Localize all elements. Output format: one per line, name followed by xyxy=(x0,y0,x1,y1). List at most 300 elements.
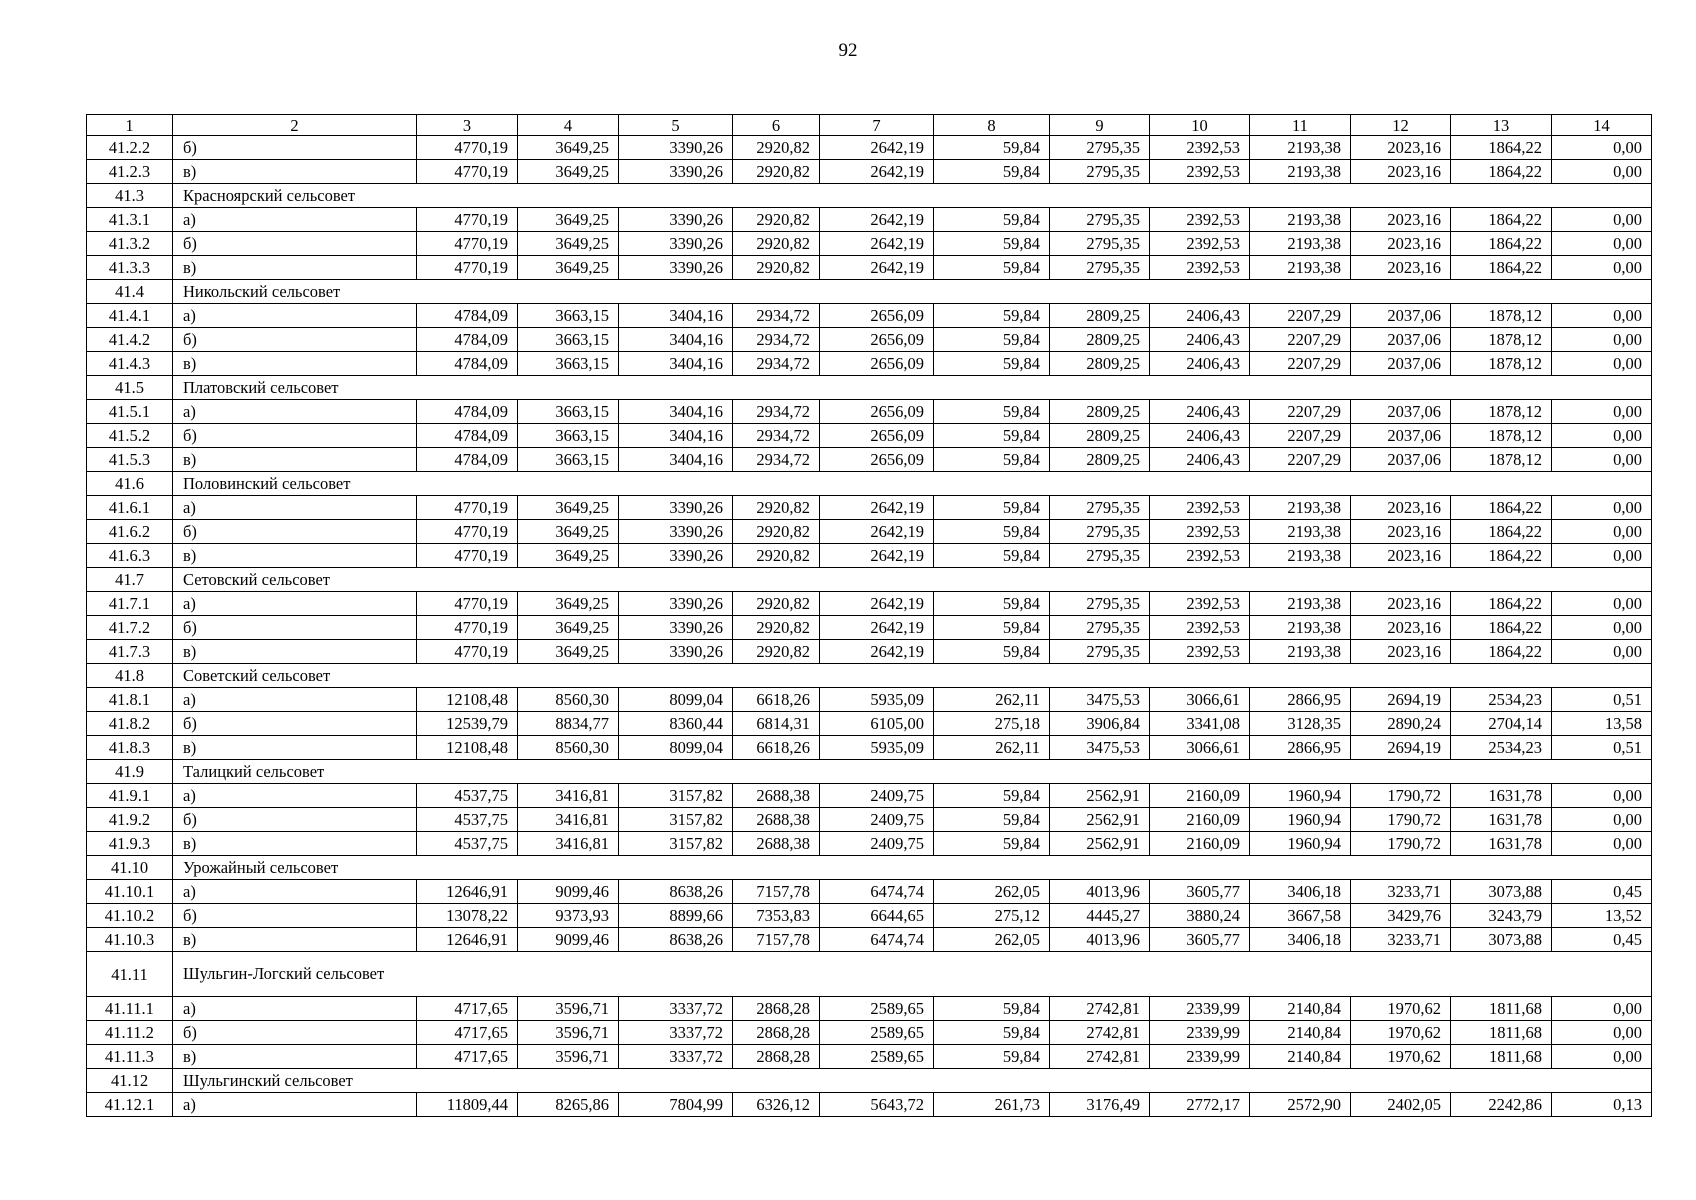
table-row xyxy=(87,208,1652,232)
value-cell-col9: 2809,25 xyxy=(1050,304,1150,328)
value-cell-col8: 275,12 xyxy=(934,904,1050,928)
value-cell-col3: 12646,91 xyxy=(417,928,518,952)
table-row xyxy=(87,160,1652,184)
value-cell-col13: 1811,68 xyxy=(1451,1045,1552,1069)
value-cell-col11: 2207,29 xyxy=(1250,424,1351,448)
column-header-6: 6 xyxy=(733,115,820,136)
value-cell-col7: 2642,19 xyxy=(820,640,934,664)
value-cell-col11: 2207,29 xyxy=(1250,400,1351,424)
row-label: а) xyxy=(173,997,417,1021)
value-cell-col3: 4784,09 xyxy=(417,352,518,376)
value-cell-col12: 2023,16 xyxy=(1351,640,1451,664)
value-cell-col10: 3605,77 xyxy=(1150,928,1250,952)
value-cell-col11: 3128,35 xyxy=(1250,712,1351,736)
value-cell-col9: 2562,91 xyxy=(1050,832,1150,856)
value-cell-col14: 0,00 xyxy=(1552,424,1652,448)
value-cell-col4: 3649,25 xyxy=(518,640,619,664)
value-cell-col14: 0,45 xyxy=(1552,880,1652,904)
section-row xyxy=(87,856,1652,880)
value-cell-col6: 2868,28 xyxy=(733,1045,820,1069)
value-cell-col4: 3663,15 xyxy=(518,352,619,376)
value-cell-col6: 6618,26 xyxy=(733,688,820,712)
table-row xyxy=(87,712,1652,736)
value-cell-col4: 3596,71 xyxy=(518,1021,619,1045)
value-cell-col5: 8360,44 xyxy=(619,712,733,736)
value-cell-col9: 2795,35 xyxy=(1050,520,1150,544)
value-cell-col14: 0,00 xyxy=(1552,136,1652,160)
value-cell-col8: 262,05 xyxy=(934,880,1050,904)
value-cell-col10: 2406,43 xyxy=(1150,448,1250,472)
column-header-11: 11 xyxy=(1250,115,1351,136)
value-cell-col11: 2140,84 xyxy=(1250,1021,1351,1045)
value-cell-col8: 59,84 xyxy=(934,1021,1050,1045)
value-cell-col5: 8638,26 xyxy=(619,928,733,952)
value-cell-col10: 3341,08 xyxy=(1150,712,1250,736)
value-cell-col9: 2795,35 xyxy=(1050,256,1150,280)
value-cell-col3: 4537,75 xyxy=(417,808,518,832)
row-code: 41.3.3 xyxy=(87,256,173,280)
value-cell-col10: 2392,53 xyxy=(1150,232,1250,256)
value-cell-col4: 3663,15 xyxy=(518,424,619,448)
value-cell-col9: 3176,49 xyxy=(1050,1093,1150,1117)
value-cell-col11: 2207,29 xyxy=(1250,304,1351,328)
value-cell-col3: 4770,19 xyxy=(417,544,518,568)
value-cell-col10: 2392,53 xyxy=(1150,520,1250,544)
value-cell-col7: 5935,09 xyxy=(820,736,934,760)
value-cell-col5: 3390,26 xyxy=(619,496,733,520)
value-cell-col5: 3404,16 xyxy=(619,424,733,448)
value-cell-col5: 3404,16 xyxy=(619,304,733,328)
value-cell-col6: 2920,82 xyxy=(733,544,820,568)
row-code: 41.5.1 xyxy=(87,400,173,424)
value-cell-col4: 9099,46 xyxy=(518,880,619,904)
value-cell-col7: 2642,19 xyxy=(820,616,934,640)
value-cell-col11: 2193,38 xyxy=(1250,544,1351,568)
section-spacer xyxy=(417,472,1652,496)
row-label: б) xyxy=(173,232,417,256)
table-row xyxy=(87,640,1652,664)
value-cell-col5: 8899,66 xyxy=(619,904,733,928)
value-cell-col11: 3406,18 xyxy=(1250,928,1351,952)
section-row xyxy=(87,568,1652,592)
value-cell-col4: 3596,71 xyxy=(518,997,619,1021)
value-cell-col8: 59,84 xyxy=(934,832,1050,856)
value-cell-col9: 2795,35 xyxy=(1050,208,1150,232)
value-cell-col12: 2023,16 xyxy=(1351,616,1451,640)
value-cell-col14: 0,00 xyxy=(1552,448,1652,472)
row-code: 41.12 xyxy=(87,1069,173,1093)
value-cell-col7: 6474,74 xyxy=(820,880,934,904)
value-cell-col3: 4784,09 xyxy=(417,400,518,424)
row-label: б) xyxy=(173,424,417,448)
value-cell-col5: 3404,16 xyxy=(619,400,733,424)
section-title: Шульгин-Логский сельсовет xyxy=(173,952,417,997)
value-cell-col3: 4717,65 xyxy=(417,1045,518,1069)
value-cell-col8: 262,11 xyxy=(934,688,1050,712)
value-cell-col5: 3390,26 xyxy=(619,592,733,616)
table-row xyxy=(87,688,1652,712)
row-code: 41.5.2 xyxy=(87,424,173,448)
value-cell-col8: 59,84 xyxy=(934,400,1050,424)
value-cell-col6: 2934,72 xyxy=(733,448,820,472)
section-spacer xyxy=(417,568,1652,592)
value-cell-col14: 0,00 xyxy=(1552,352,1652,376)
value-cell-col7: 2656,09 xyxy=(820,400,934,424)
value-cell-col14: 0,00 xyxy=(1552,1045,1652,1069)
value-cell-col4: 3649,25 xyxy=(518,256,619,280)
value-cell-col9: 2795,35 xyxy=(1050,592,1150,616)
value-cell-col3: 4770,19 xyxy=(417,520,518,544)
value-cell-col12: 2023,16 xyxy=(1351,136,1451,160)
value-cell-col9: 4013,96 xyxy=(1050,928,1150,952)
row-code: 41.12.1 xyxy=(87,1093,173,1117)
value-cell-col10: 3066,61 xyxy=(1150,688,1250,712)
value-cell-col13: 1864,22 xyxy=(1451,496,1552,520)
row-code: 41.7.1 xyxy=(87,592,173,616)
row-label: б) xyxy=(173,904,417,928)
value-cell-col14: 0,00 xyxy=(1552,1021,1652,1045)
value-cell-col8: 262,05 xyxy=(934,928,1050,952)
value-cell-col7: 2589,65 xyxy=(820,997,934,1021)
column-header-5: 5 xyxy=(619,115,733,136)
table-row xyxy=(87,904,1652,928)
value-cell-col13: 1864,22 xyxy=(1451,136,1552,160)
section-title: Талицкий сельсовет xyxy=(173,760,417,784)
section-spacer xyxy=(417,376,1652,400)
row-code: 41.7 xyxy=(87,568,173,592)
value-cell-col11: 2193,38 xyxy=(1250,232,1351,256)
value-cell-col14: 0,00 xyxy=(1552,616,1652,640)
value-cell-col6: 2920,82 xyxy=(733,136,820,160)
value-cell-col13: 2534,23 xyxy=(1451,736,1552,760)
value-cell-col4: 3663,15 xyxy=(518,304,619,328)
value-cell-col13: 1631,78 xyxy=(1451,808,1552,832)
value-cell-col3: 4770,19 xyxy=(417,160,518,184)
value-cell-col14: 0,00 xyxy=(1552,400,1652,424)
section-row xyxy=(87,184,1652,208)
value-cell-col11: 2193,38 xyxy=(1250,640,1351,664)
value-cell-col8: 59,84 xyxy=(934,136,1050,160)
row-code: 41.8.1 xyxy=(87,688,173,712)
value-cell-col10: 2392,53 xyxy=(1150,592,1250,616)
value-cell-col12: 2694,19 xyxy=(1351,688,1451,712)
value-cell-col7: 2656,09 xyxy=(820,352,934,376)
value-cell-col9: 4013,96 xyxy=(1050,880,1150,904)
value-cell-col3: 4784,09 xyxy=(417,328,518,352)
value-cell-col14: 0,00 xyxy=(1552,328,1652,352)
value-cell-col10: 2339,99 xyxy=(1150,1021,1250,1045)
page-number: 92 xyxy=(838,40,858,61)
value-cell-col10: 2406,43 xyxy=(1150,424,1250,448)
value-cell-col11: 2866,95 xyxy=(1250,736,1351,760)
value-cell-col5: 3390,26 xyxy=(619,616,733,640)
value-cell-col5: 3390,26 xyxy=(619,520,733,544)
value-cell-col8: 261,73 xyxy=(934,1093,1050,1117)
value-cell-col7: 2642,19 xyxy=(820,136,934,160)
value-cell-col13: 1878,12 xyxy=(1451,304,1552,328)
row-code: 41.11.1 xyxy=(87,997,173,1021)
row-code: 41.8.2 xyxy=(87,712,173,736)
value-cell-col11: 3667,58 xyxy=(1250,904,1351,928)
value-cell-col6: 2934,72 xyxy=(733,424,820,448)
section-title: Шульгинский сельсовет xyxy=(173,1069,417,1093)
value-cell-col4: 3649,25 xyxy=(518,616,619,640)
value-cell-col5: 3157,82 xyxy=(619,784,733,808)
column-header-10: 10 xyxy=(1150,115,1250,136)
value-cell-col11: 2193,38 xyxy=(1250,208,1351,232)
value-cell-col12: 2037,06 xyxy=(1351,424,1451,448)
value-cell-col11: 2193,38 xyxy=(1250,496,1351,520)
value-cell-col6: 2920,82 xyxy=(733,208,820,232)
value-cell-col10: 2406,43 xyxy=(1150,352,1250,376)
value-cell-col8: 59,84 xyxy=(934,352,1050,376)
value-cell-col7: 2656,09 xyxy=(820,328,934,352)
value-cell-col13: 1864,22 xyxy=(1451,520,1552,544)
row-code: 41.9.3 xyxy=(87,832,173,856)
value-cell-col3: 4784,09 xyxy=(417,424,518,448)
table-row xyxy=(87,328,1652,352)
row-label: а) xyxy=(173,688,417,712)
table-body xyxy=(87,115,1652,1117)
value-cell-col3: 4537,75 xyxy=(417,832,518,856)
value-cell-col10: 3605,77 xyxy=(1150,880,1250,904)
value-cell-col10: 2392,53 xyxy=(1150,544,1250,568)
table-row xyxy=(87,1045,1652,1069)
value-cell-col14: 0,00 xyxy=(1552,520,1652,544)
row-code: 41.9.1 xyxy=(87,784,173,808)
value-cell-col12: 2023,16 xyxy=(1351,256,1451,280)
column-header-12: 12 xyxy=(1351,115,1451,136)
value-cell-col14: 0,00 xyxy=(1552,640,1652,664)
value-cell-col5: 3390,26 xyxy=(619,136,733,160)
table-row xyxy=(87,592,1652,616)
column-header-4: 4 xyxy=(518,115,619,136)
row-label: в) xyxy=(173,1045,417,1069)
value-cell-col10: 3880,24 xyxy=(1150,904,1250,928)
value-cell-col4: 3649,25 xyxy=(518,232,619,256)
value-cell-col12: 2023,16 xyxy=(1351,208,1451,232)
value-cell-col12: 2037,06 xyxy=(1351,400,1451,424)
value-cell-col10: 2772,17 xyxy=(1150,1093,1250,1117)
row-code: 41.3 xyxy=(87,184,173,208)
value-cell-col9: 2562,91 xyxy=(1050,784,1150,808)
value-cell-col3: 13078,22 xyxy=(417,904,518,928)
value-cell-col5: 8099,04 xyxy=(619,688,733,712)
value-cell-col14: 0,00 xyxy=(1552,496,1652,520)
value-cell-col12: 2890,24 xyxy=(1351,712,1451,736)
value-cell-col4: 3596,71 xyxy=(518,1045,619,1069)
table-row xyxy=(87,736,1652,760)
column-header-9: 9 xyxy=(1050,115,1150,136)
value-cell-col7: 2589,65 xyxy=(820,1021,934,1045)
value-cell-col6: 2934,72 xyxy=(733,352,820,376)
row-code: 41.9.2 xyxy=(87,808,173,832)
value-cell-col7: 2642,19 xyxy=(820,520,934,544)
table-row xyxy=(87,616,1652,640)
value-cell-col13: 1631,78 xyxy=(1451,832,1552,856)
value-cell-col11: 2207,29 xyxy=(1250,352,1351,376)
section-spacer xyxy=(417,760,1652,784)
value-cell-col7: 6105,00 xyxy=(820,712,934,736)
value-cell-col10: 2392,53 xyxy=(1150,496,1250,520)
value-cell-col3: 4537,75 xyxy=(417,784,518,808)
value-cell-col9: 2742,81 xyxy=(1050,1045,1150,1069)
value-cell-col4: 3416,81 xyxy=(518,832,619,856)
value-cell-col9: 2795,35 xyxy=(1050,232,1150,256)
value-cell-col6: 2868,28 xyxy=(733,997,820,1021)
value-cell-col6: 2688,38 xyxy=(733,832,820,856)
value-cell-col14: 0,00 xyxy=(1552,544,1652,568)
value-cell-col5: 3337,72 xyxy=(619,1021,733,1045)
value-cell-col4: 3663,15 xyxy=(518,328,619,352)
value-cell-col14: 0,00 xyxy=(1552,232,1652,256)
value-cell-col13: 1878,12 xyxy=(1451,448,1552,472)
value-cell-col10: 2392,53 xyxy=(1150,160,1250,184)
value-cell-col8: 59,84 xyxy=(934,808,1050,832)
table-row xyxy=(87,352,1652,376)
value-cell-col8: 59,84 xyxy=(934,232,1050,256)
value-cell-col7: 2656,09 xyxy=(820,424,934,448)
row-label: б) xyxy=(173,1021,417,1045)
value-cell-col14: 0,51 xyxy=(1552,736,1652,760)
row-label: б) xyxy=(173,808,417,832)
value-cell-col6: 2920,82 xyxy=(733,520,820,544)
value-cell-col14: 0,00 xyxy=(1552,256,1652,280)
value-cell-col13: 1864,22 xyxy=(1451,616,1552,640)
table-row xyxy=(87,232,1652,256)
value-cell-col13: 3073,88 xyxy=(1451,880,1552,904)
value-cell-col7: 6474,74 xyxy=(820,928,934,952)
value-cell-col14: 13,52 xyxy=(1552,904,1652,928)
column-header-3: 3 xyxy=(417,115,518,136)
value-cell-col3: 4770,19 xyxy=(417,256,518,280)
row-code: 41.11 xyxy=(87,952,173,997)
header-row xyxy=(87,115,1652,136)
value-cell-col10: 2160,09 xyxy=(1150,832,1250,856)
column-header-13: 13 xyxy=(1451,115,1552,136)
table-row xyxy=(87,1093,1652,1117)
value-cell-col8: 59,84 xyxy=(934,208,1050,232)
column-header-8: 8 xyxy=(934,115,1050,136)
section-row xyxy=(87,376,1652,400)
column-header-1: 1 xyxy=(87,115,173,136)
row-code: 41.11.3 xyxy=(87,1045,173,1069)
row-label: б) xyxy=(173,136,417,160)
value-cell-col3: 4770,19 xyxy=(417,616,518,640)
value-cell-col14: 0,00 xyxy=(1552,832,1652,856)
value-cell-col6: 6618,26 xyxy=(733,736,820,760)
value-cell-col9: 2795,35 xyxy=(1050,544,1150,568)
value-cell-col8: 275,18 xyxy=(934,712,1050,736)
value-cell-col3: 12108,48 xyxy=(417,688,518,712)
value-cell-col12: 1790,72 xyxy=(1351,832,1451,856)
value-cell-col7: 2642,19 xyxy=(820,160,934,184)
value-cell-col9: 2809,25 xyxy=(1050,352,1150,376)
table-row xyxy=(87,304,1652,328)
value-cell-col9: 3906,84 xyxy=(1050,712,1150,736)
value-cell-col4: 3663,15 xyxy=(518,448,619,472)
value-cell-col9: 2809,25 xyxy=(1050,328,1150,352)
row-code: 41.7.3 xyxy=(87,640,173,664)
value-cell-col8: 59,84 xyxy=(934,304,1050,328)
column-header-2: 2 xyxy=(173,115,417,136)
row-label: в) xyxy=(173,640,417,664)
value-cell-col6: 2688,38 xyxy=(733,784,820,808)
section-row xyxy=(87,1069,1652,1093)
value-cell-col3: 4770,19 xyxy=(417,232,518,256)
value-cell-col13: 1878,12 xyxy=(1451,424,1552,448)
value-cell-col11: 2207,29 xyxy=(1250,328,1351,352)
value-cell-col3: 4770,19 xyxy=(417,136,518,160)
value-cell-col11: 2193,38 xyxy=(1250,256,1351,280)
value-cell-col10: 2339,99 xyxy=(1150,997,1250,1021)
value-cell-col8: 59,84 xyxy=(934,616,1050,640)
value-cell-col11: 2866,95 xyxy=(1250,688,1351,712)
section-title: Платовский сельсовет xyxy=(173,376,417,400)
value-cell-col7: 2409,75 xyxy=(820,832,934,856)
value-cell-col14: 0,00 xyxy=(1552,592,1652,616)
value-cell-col9: 2795,35 xyxy=(1050,136,1150,160)
tariff-table xyxy=(86,114,1652,1117)
row-code: 41.3.2 xyxy=(87,232,173,256)
value-cell-col7: 2642,19 xyxy=(820,256,934,280)
value-cell-col6: 2920,82 xyxy=(733,256,820,280)
value-cell-col10: 2406,43 xyxy=(1150,328,1250,352)
value-cell-col5: 3404,16 xyxy=(619,352,733,376)
value-cell-col14: 0,00 xyxy=(1552,304,1652,328)
value-cell-col14: 13,58 xyxy=(1552,712,1652,736)
row-code: 41.4.2 xyxy=(87,328,173,352)
row-label: в) xyxy=(173,448,417,472)
row-code: 41.4.1 xyxy=(87,304,173,328)
value-cell-col3: 4770,19 xyxy=(417,496,518,520)
value-cell-col5: 8099,04 xyxy=(619,736,733,760)
section-row xyxy=(87,760,1652,784)
table-row xyxy=(87,400,1652,424)
value-cell-col4: 8834,77 xyxy=(518,712,619,736)
value-cell-col6: 2688,38 xyxy=(733,808,820,832)
value-cell-col13: 2704,14 xyxy=(1451,712,1552,736)
section-spacer xyxy=(417,280,1652,304)
section-title: Красноярский сельсовет xyxy=(173,184,417,208)
value-cell-col13: 1864,22 xyxy=(1451,160,1552,184)
table-row xyxy=(87,424,1652,448)
section-title: Советский сельсовет xyxy=(173,664,417,688)
value-cell-col14: 0,00 xyxy=(1552,160,1652,184)
value-cell-col3: 4770,19 xyxy=(417,592,518,616)
value-cell-col12: 1790,72 xyxy=(1351,784,1451,808)
row-code: 41.6.2 xyxy=(87,520,173,544)
row-label: а) xyxy=(173,208,417,232)
value-cell-col9: 3475,53 xyxy=(1050,688,1150,712)
value-cell-col8: 59,84 xyxy=(934,997,1050,1021)
value-cell-col13: 1878,12 xyxy=(1451,352,1552,376)
row-code: 41.10.1 xyxy=(87,880,173,904)
row-label: в) xyxy=(173,256,417,280)
value-cell-col7: 2589,65 xyxy=(820,1045,934,1069)
row-label: а) xyxy=(173,592,417,616)
value-cell-col8: 59,84 xyxy=(934,592,1050,616)
value-cell-col5: 3157,82 xyxy=(619,808,733,832)
value-cell-col9: 2742,81 xyxy=(1050,997,1150,1021)
row-code: 41.8 xyxy=(87,664,173,688)
value-cell-col7: 2642,19 xyxy=(820,544,934,568)
value-cell-col7: 6644,65 xyxy=(820,904,934,928)
row-label: б) xyxy=(173,616,417,640)
table-row xyxy=(87,544,1652,568)
value-cell-col8: 59,84 xyxy=(934,520,1050,544)
row-label: а) xyxy=(173,400,417,424)
